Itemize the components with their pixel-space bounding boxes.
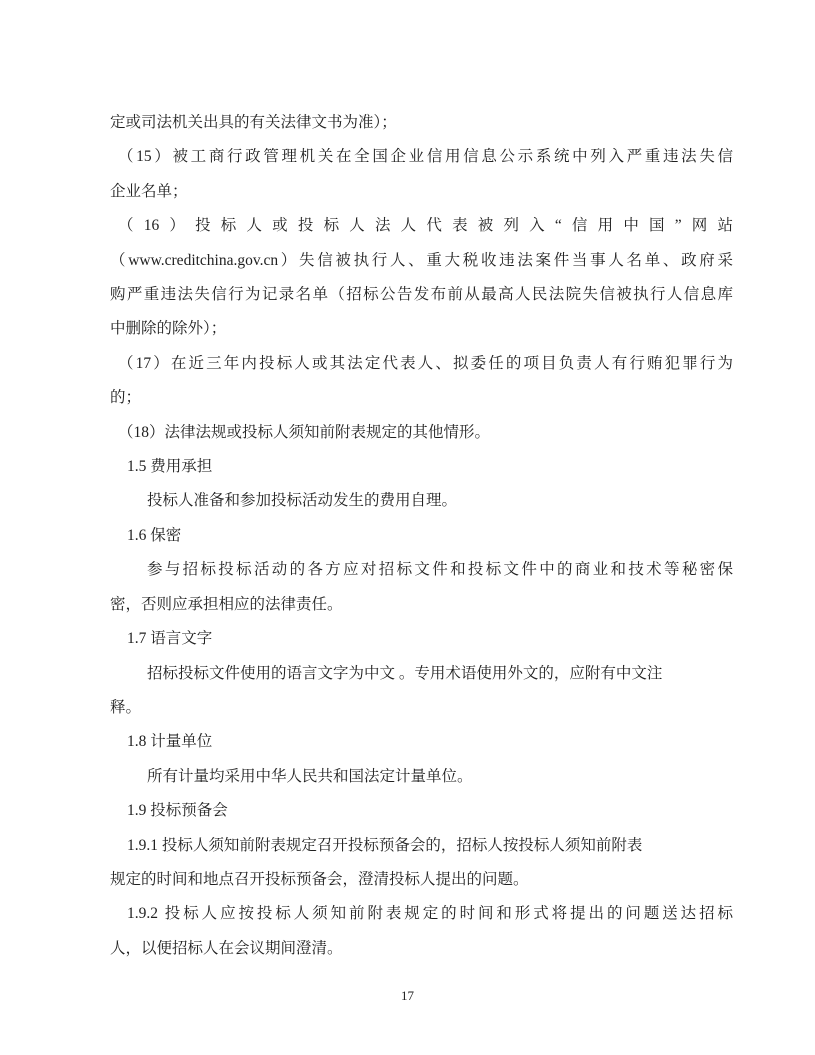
page-footer	[0, 988, 815, 1004]
document-text-block	[110, 106, 733, 966]
document-line: 参与招标投标活动的各方应对招标文件和投标文件中的商业和技术等秘密保	[147, 561, 733, 579]
document-line: 企业名单；	[110, 182, 188, 200]
document-line: 人，以便招标人在会议期间澄清。	[110, 939, 343, 957]
document-line: （17）在近三年内投标人或其法定代表人、拟委任的项目负责人有行贿犯罪行为	[118, 354, 733, 372]
document-line: 投标人准备和参加投标活动发生的费用自理。	[147, 492, 458, 510]
section-heading: 1.5 费用承担	[127, 458, 213, 476]
document-line: 规定的时间和地点召开投标预备会，澄清投标人提出的问题。	[110, 870, 529, 888]
document-line: （www.creditchina.gov.cn）失信被执行人、重大税收违法案件当事人名单、政府采	[110, 251, 733, 269]
section-heading: 1.9 投标预备会	[127, 802, 228, 820]
document-line: （18）法律法规或投标人须知前附表规定的其他情形。	[118, 423, 491, 441]
document-line: （15）被工商行政管理机关在全国企业信用信息公示系统中列入严重违法失信	[118, 148, 733, 166]
document-line: 招标投标文件使用的语言文字为中文 。专用术语使用外文的，应附有中文注	[147, 664, 663, 682]
section-heading: 1.8 计量单位	[127, 733, 213, 751]
document-line: 中删除的除外）；	[110, 320, 227, 338]
document-line: （16）投标人或投标人法人代表被列入“信用中国”网站	[118, 217, 733, 235]
section-heading: 1.6 保密	[127, 526, 182, 544]
document-line: 密，否则应承担相应的法律责任。	[110, 595, 343, 613]
document-line: 购严重违法失信行为记录名单（招标公告发布前从最高人民法院失信被执行人信息库	[110, 286, 733, 304]
document-line: 1.9.1 投标人须知前附表规定召开投标预备会的，招标人按投标人须知前附表	[127, 836, 643, 854]
document-line: 所有计量均采用中华人民共和国法定计量单位。	[147, 767, 473, 785]
document-line: 的；	[110, 389, 142, 407]
document-line: 释。	[110, 698, 142, 716]
document-line: 定或司法机关出具的有关法律文书为准）；	[110, 114, 397, 131]
page-number: 17	[401, 988, 414, 1003]
document-line: 1.9.2 投标人应按投标人须知前附表规定的时间和形式将提出的问题送达招标	[127, 905, 733, 923]
section-heading: 1.7 语言文字	[127, 630, 213, 648]
